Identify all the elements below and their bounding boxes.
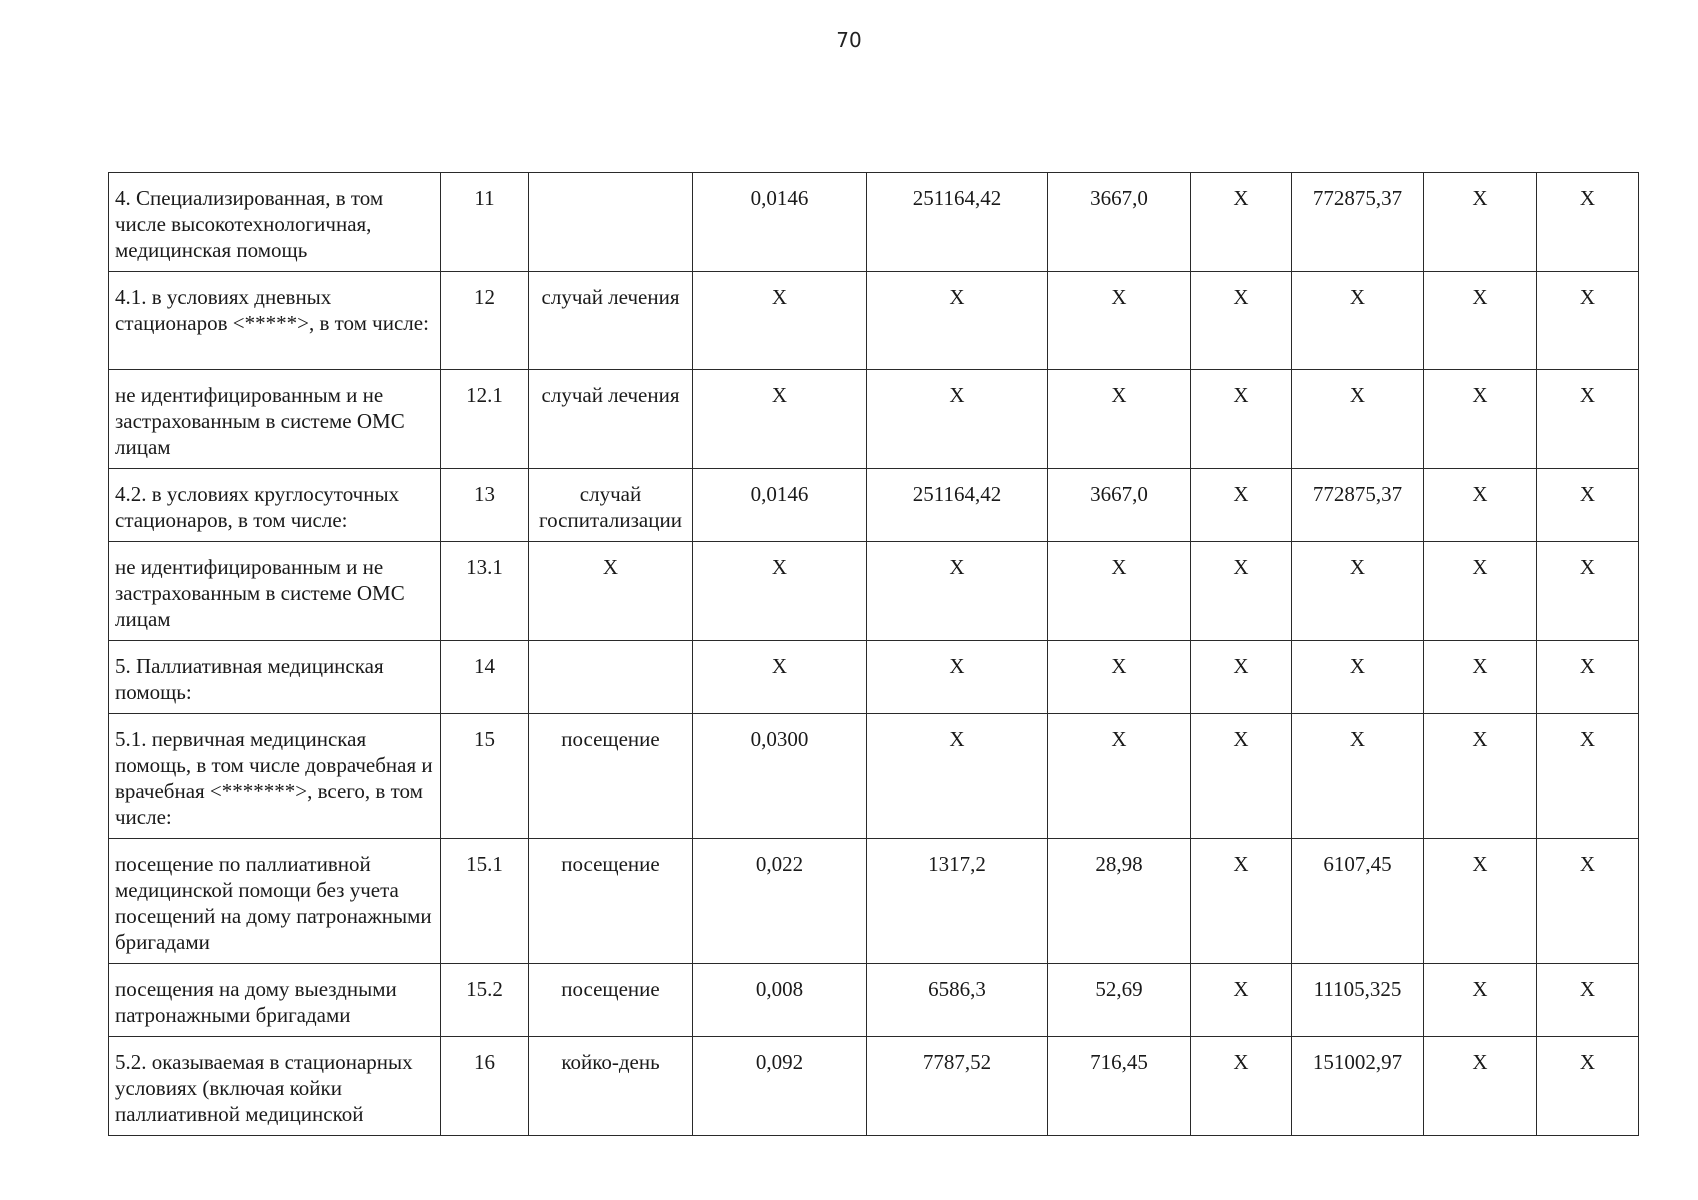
row-name-cell: 4.2. в условиях круглосуточных стационаров, в том числе: <box>109 469 441 542</box>
row-unit-cell: случай лечения <box>529 272 693 370</box>
table-row <box>109 542 1639 641</box>
data-table <box>108 172 1639 1136</box>
row-value-cell: Х <box>867 641 1048 714</box>
row-value-cell: Х <box>1191 839 1292 964</box>
row-value-cell: Х <box>867 370 1048 469</box>
row-value-cell: 716,45 <box>1048 1037 1191 1136</box>
row-name-cell: 5.1. первичная медицинская помощь, в том числе доврачебная и врачебная <*******>, всего, в том числе: <box>109 714 441 839</box>
row-value-cell: Х <box>1424 542 1537 641</box>
row-value-cell: Х <box>693 641 867 714</box>
row-value-cell: Х <box>1048 641 1191 714</box>
table-row <box>109 173 1639 272</box>
row-value-cell: Х <box>1191 370 1292 469</box>
row-name-cell: посещение по паллиативной медицинской помощи без учета посещений на дому патронажными бригадами <box>109 839 441 964</box>
row-unit-cell <box>529 641 693 714</box>
row-value-cell: Х <box>1537 1037 1639 1136</box>
row-value-cell: Х <box>1292 641 1424 714</box>
row-name-cell: не идентифицированным и не застрахованным в системе ОМС лицам <box>109 542 441 641</box>
row-value-cell: Х <box>1292 714 1424 839</box>
row-value-cell: 0,0146 <box>693 469 867 542</box>
row-value-cell: Х <box>1191 469 1292 542</box>
row-value-cell: Х <box>1537 469 1639 542</box>
row-name-cell: не идентифицированным и не застрахованным в системе ОМС лицам <box>109 370 441 469</box>
row-value-cell: 772875,37 <box>1292 173 1424 272</box>
row-value-cell: Х <box>1537 964 1639 1037</box>
row-value-cell: Х <box>693 542 867 641</box>
table-row <box>109 641 1639 714</box>
row-unit-cell: случай лечения <box>529 370 693 469</box>
row-value-cell: 7787,52 <box>867 1037 1048 1136</box>
row-value-cell: 6107,45 <box>1292 839 1424 964</box>
row-value-cell: Х <box>1292 370 1424 469</box>
row-value-cell: 151002,97 <box>1292 1037 1424 1136</box>
row-value-cell: 0,092 <box>693 1037 867 1136</box>
row-name-cell: 5. Паллиативная медицинская помощь: <box>109 641 441 714</box>
table-row <box>109 839 1639 964</box>
row-value-cell: Х <box>1424 469 1537 542</box>
row-unit-cell: посещение <box>529 839 693 964</box>
row-value-cell: Х <box>1191 542 1292 641</box>
row-unit-cell: случай госпитализации <box>529 469 693 542</box>
row-value-cell: Х <box>1292 272 1424 370</box>
table-row <box>109 714 1639 839</box>
row-value-cell: Х <box>1424 370 1537 469</box>
row-value-cell: Х <box>867 714 1048 839</box>
row-value-cell: Х <box>1424 173 1537 272</box>
table-row <box>109 370 1639 469</box>
row-value-cell: Х <box>1191 714 1292 839</box>
row-code-cell: 12 <box>441 272 529 370</box>
row-unit-cell: посещение <box>529 964 693 1037</box>
row-value-cell: 0,008 <box>693 964 867 1037</box>
row-value-cell: Х <box>1292 542 1424 641</box>
row-code-cell: 15 <box>441 714 529 839</box>
row-value-cell: Х <box>1537 641 1639 714</box>
row-value-cell: 3667,0 <box>1048 469 1191 542</box>
row-value-cell: Х <box>1537 173 1639 272</box>
row-value-cell: Х <box>1191 641 1292 714</box>
row-value-cell: 11105,325 <box>1292 964 1424 1037</box>
row-value-cell: 28,98 <box>1048 839 1191 964</box>
row-code-cell: 15.1 <box>441 839 529 964</box>
table-row <box>109 272 1639 370</box>
row-value-cell: Х <box>693 370 867 469</box>
row-unit-cell: койко-день <box>529 1037 693 1136</box>
table-row <box>109 964 1639 1037</box>
row-name-cell: 4. Специализированная, в том числе высокотехнологичная, медицинская помощь <box>109 173 441 272</box>
row-code-cell: 13 <box>441 469 529 542</box>
row-value-cell: Х <box>867 542 1048 641</box>
row-value-cell: Х <box>1537 542 1639 641</box>
row-unit-cell: посещение <box>529 714 693 839</box>
row-unit-cell <box>529 173 693 272</box>
table-row <box>109 1037 1639 1136</box>
row-value-cell: Х <box>1048 714 1191 839</box>
row-value-cell: Х <box>1424 839 1537 964</box>
row-value-cell: Х <box>1191 1037 1292 1136</box>
row-value-cell: 0,0300 <box>693 714 867 839</box>
row-value-cell: Х <box>693 272 867 370</box>
row-code-cell: 12.1 <box>441 370 529 469</box>
table-body <box>109 173 1639 1136</box>
row-code-cell: 16 <box>441 1037 529 1136</box>
row-value-cell: Х <box>1537 272 1639 370</box>
row-value-cell: Х <box>1537 714 1639 839</box>
row-name-cell: 5.2. оказываемая в стационарных условиях (включая койки паллиативной медицинской <box>109 1037 441 1136</box>
row-code-cell: 11 <box>441 173 529 272</box>
row-value-cell: 251164,42 <box>867 469 1048 542</box>
row-value-cell: 251164,42 <box>867 173 1048 272</box>
table-row <box>109 469 1639 542</box>
row-value-cell: Х <box>1424 272 1537 370</box>
row-code-cell: 15.2 <box>441 964 529 1037</box>
row-value-cell: Х <box>1191 272 1292 370</box>
row-value-cell: Х <box>1191 964 1292 1037</box>
row-code-cell: 13.1 <box>441 542 529 641</box>
row-value-cell: Х <box>1048 370 1191 469</box>
row-value-cell: Х <box>1424 1037 1537 1136</box>
row-name-cell: посещения на дому выездными патронажными бригадами <box>109 964 441 1037</box>
row-value-cell: 52,69 <box>1048 964 1191 1037</box>
row-value-cell: Х <box>1048 272 1191 370</box>
page-number: 70 <box>836 28 862 52</box>
row-code-cell: 14 <box>441 641 529 714</box>
row-value-cell: 1317,2 <box>867 839 1048 964</box>
row-value-cell: 3667,0 <box>1048 173 1191 272</box>
row-value-cell: 772875,37 <box>1292 469 1424 542</box>
row-value-cell: Х <box>1424 964 1537 1037</box>
row-value-cell: 0,0146 <box>693 173 867 272</box>
row-value-cell: 6586,3 <box>867 964 1048 1037</box>
row-value-cell: Х <box>1424 714 1537 839</box>
row-value-cell: 0,022 <box>693 839 867 964</box>
row-value-cell: Х <box>1424 641 1537 714</box>
row-unit-cell: Х <box>529 542 693 641</box>
row-value-cell: Х <box>867 272 1048 370</box>
row-value-cell: Х <box>1048 542 1191 641</box>
row-value-cell: Х <box>1191 173 1292 272</box>
row-value-cell: Х <box>1537 370 1639 469</box>
row-name-cell: 4.1. в условиях дневных стационаров <*****>, в том числе: <box>109 272 441 370</box>
row-value-cell: Х <box>1537 839 1639 964</box>
